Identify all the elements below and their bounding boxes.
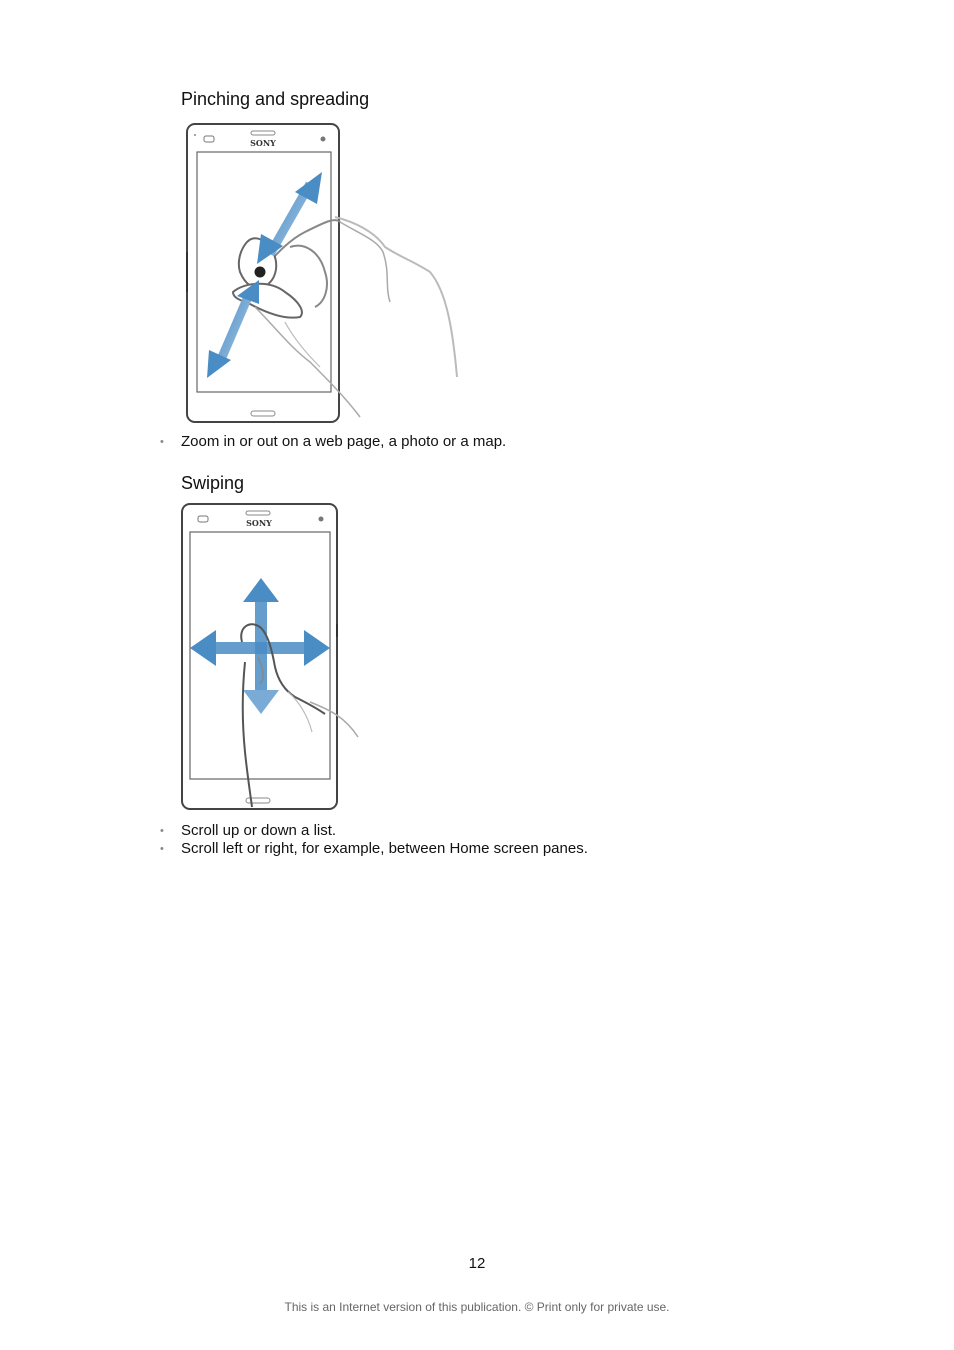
touch-point-icon — [255, 267, 266, 278]
list-item — [160, 433, 506, 451]
phone-brand-logo: SONY — [250, 138, 276, 148]
section-heading-swiping: Swiping — [181, 473, 245, 493]
bullet-marker: • — [160, 843, 164, 855]
list-item — [160, 840, 588, 858]
pinch-spread-illustration — [185, 122, 465, 427]
page-number: 12 — [468, 1255, 486, 1272]
swipe-bullet-list — [160, 822, 588, 858]
section-heading-pinching: Pinching and spreading — [181, 89, 370, 109]
bullet-text: Scroll up or down a list. — [181, 822, 337, 839]
bullet-marker: • — [160, 825, 164, 837]
bullet-text: Scroll left or right, for example, between Home screen panes. — [181, 840, 588, 857]
pinch-bullet-list — [160, 433, 506, 451]
swipe-illustration — [180, 502, 380, 814]
list-item — [160, 822, 588, 840]
footer-note: This is an Internet version of this publication. © Print only for private use. — [284, 1300, 670, 1314]
phone-brand-logo: SONY — [246, 518, 272, 528]
bullet-marker: • — [160, 436, 164, 448]
bullet-text: Zoom in or out on a web page, a photo or a map. — [181, 433, 507, 450]
